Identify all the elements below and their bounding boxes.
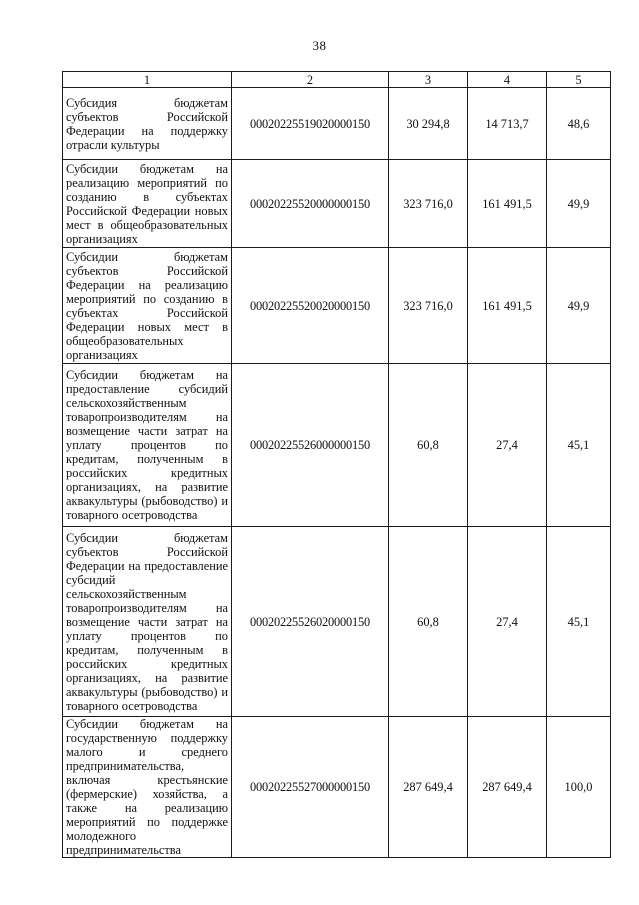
- column-header-1: 1: [63, 72, 232, 88]
- row-col5-value: 45,1: [547, 364, 611, 527]
- column-header-3: 3: [389, 72, 468, 88]
- row-name: Субсидии бюджетам субъектов Российской Федерации на предоставление субсидий сельскохозяйственным товаропроизводителям на возмещение части затрат на уплату процентов по кредитам, полученным в российских кредитных организациях, на развитие аквакультуры (рыбоводство) и товарного осетроводства: [63, 527, 232, 717]
- row-code: 00020225526020000150: [232, 527, 389, 717]
- page-number: 38: [312, 38, 327, 53]
- row-col4-value: 287 649,4: [468, 717, 547, 858]
- row-name: Субсидии бюджетам на реализацию мероприятий по созданию в субъектах Российской Федерации новых мест в общеобразовательных организациях: [63, 160, 232, 248]
- row-col4-value: 27,4: [468, 364, 547, 527]
- row-col4-value: 161 491,5: [468, 248, 547, 364]
- table-row: [63, 160, 611, 248]
- row-col3-value: 60,8: [389, 527, 468, 717]
- row-code: 00020225520020000150: [232, 248, 389, 364]
- row-col3-value: 287 649,4: [389, 717, 468, 858]
- table-row: [63, 717, 611, 858]
- row-col5-value: 49,9: [547, 248, 611, 364]
- row-name: Субсидии бюджетам на государственную поддержку малого и среднего предпринимательства, включая крестьянские (фермерские) хозяйства, а также на реализацию мероприятий по поддержке молодежного предпринимательства: [63, 717, 232, 858]
- row-col4-value: 27,4: [468, 527, 547, 717]
- column-header-2: 2: [232, 72, 389, 88]
- table-row: [63, 88, 611, 160]
- row-code: 00020225520000000150: [232, 160, 389, 248]
- budget-table: [62, 71, 611, 858]
- row-col4-value: 161 491,5: [468, 160, 547, 248]
- row-col5-value: 100,0: [547, 717, 611, 858]
- table-row: [63, 527, 611, 717]
- row-code: 00020225526000000150: [232, 364, 389, 527]
- row-col4-value: 14 713,7: [468, 88, 547, 160]
- row-col3-value: 60,8: [389, 364, 468, 527]
- row-col5-value: 49,9: [547, 160, 611, 248]
- table-row: [63, 248, 611, 364]
- row-name: Субсидии бюджетам на предоставление субсидий сельскохозяйственным товаропроизводителям на возмещение части затрат на уплату процентов по кредитам, полученным в российских кредитных организациях, на развитие аквакультуры (рыбоводство) и товарного осетроводства: [63, 364, 232, 527]
- row-name: Субсидия бюджетам субъектов Российской Федерации на поддержку отрасли культуры: [63, 88, 232, 160]
- row-col5-value: 45,1: [547, 527, 611, 717]
- row-col3-value: 323 716,0: [389, 160, 468, 248]
- row-code: 00020225519020000150: [232, 88, 389, 160]
- row-name: Субсидии бюджетам субъектов Российской Федерации на реализацию мероприятий по созданию в субъектах Российской Федерации новых мест в общеобразовательных организациях: [63, 248, 232, 364]
- column-header-5: 5: [547, 72, 611, 88]
- table-header-row: [63, 72, 611, 88]
- row-col3-value: 323 716,0: [389, 248, 468, 364]
- row-col3-value: 30 294,8: [389, 88, 468, 160]
- row-code: 00020225527000000150: [232, 717, 389, 858]
- row-col5-value: 48,6: [547, 88, 611, 160]
- column-header-4: 4: [468, 72, 547, 88]
- table-row: [63, 364, 611, 527]
